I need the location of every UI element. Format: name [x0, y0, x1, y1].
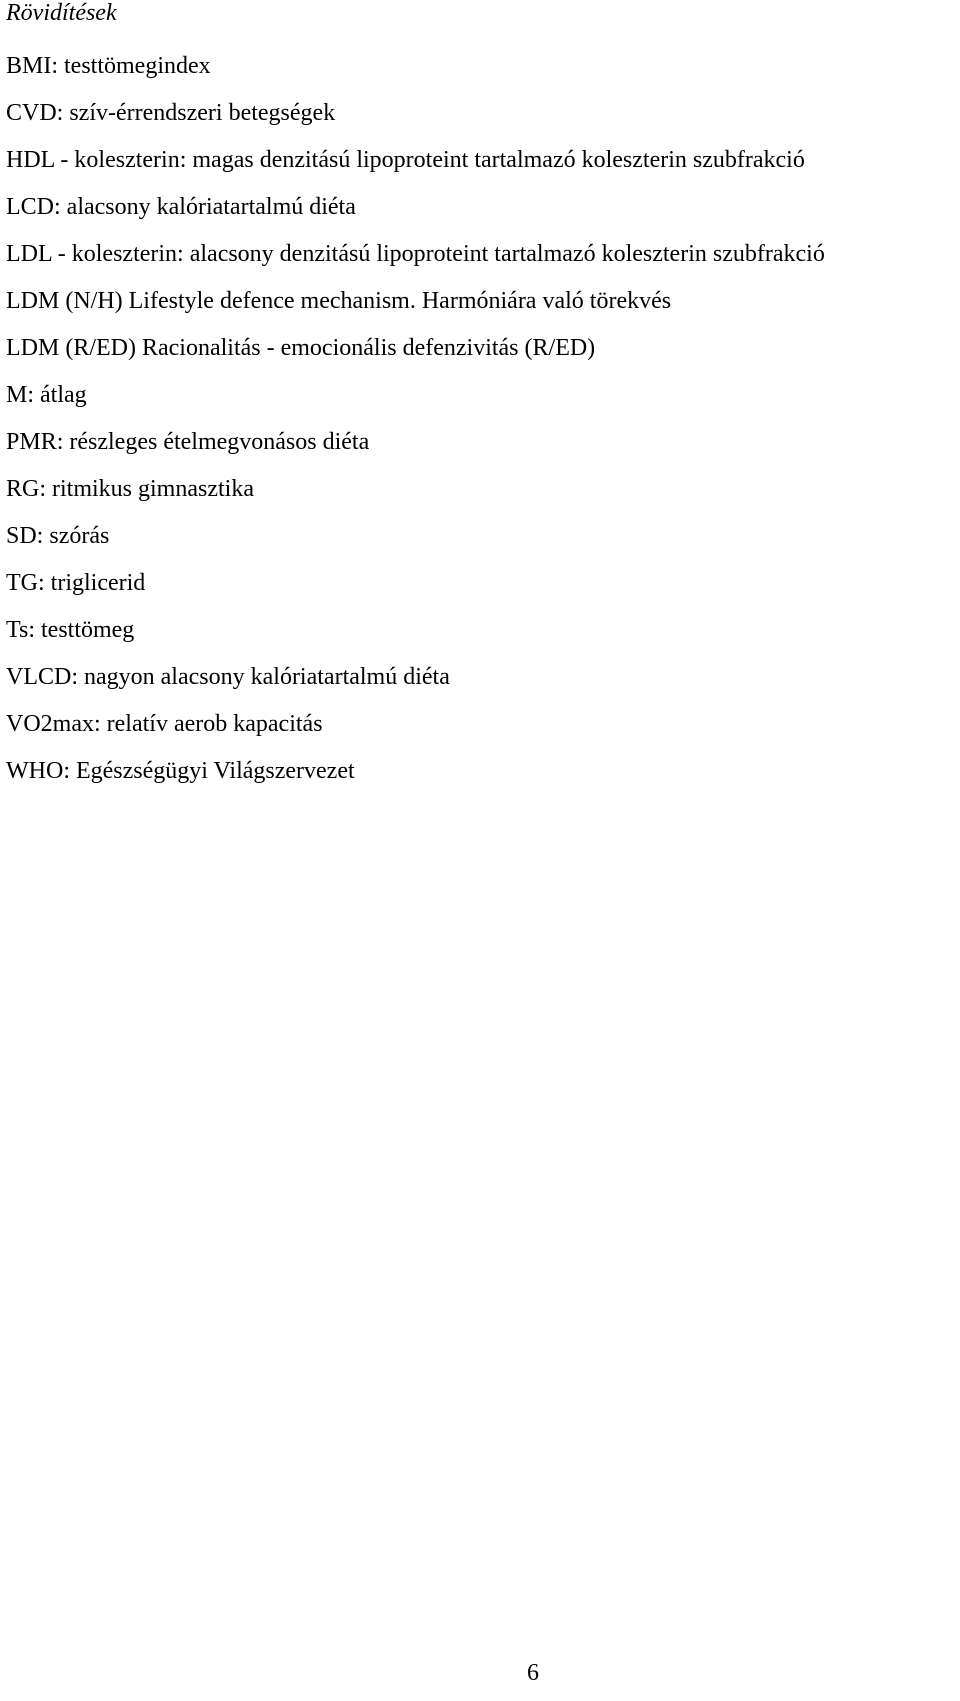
abbreviation-item: PMR: részleges ételmegvonásos diéta [6, 429, 370, 455]
abbreviation-item: RG: ritmikus gimnasztika [6, 476, 254, 502]
abbreviation-item: LCD: alacsony kalóriatartalmú diéta [6, 194, 356, 220]
abbreviation-item: WHO: Egészségügyi Világszervezet [6, 758, 355, 784]
abbreviation-item: CVD: szív-érrendszeri betegségek [6, 100, 336, 126]
abbreviation-list [6, 52, 825, 804]
abbreviation-item: LDL - koleszterin: alacsony denzitású lipoproteint tartalmazó koleszterin szubfrakció [6, 241, 825, 267]
abbreviation-item: BMI: testtömegindex [6, 53, 211, 79]
section-heading: Rövidítések [6, 0, 117, 26]
abbreviation-item: M: átlag [6, 382, 87, 408]
abbreviation-item: HDL - koleszterin: magas denzitású lipoproteint tartalmazó koleszterin szubfrakció [6, 147, 805, 173]
abbreviation-item: TG: triglicerid [6, 570, 146, 596]
abbreviation-item: VLCD: nagyon alacsony kalóriatartalmú diéta [6, 664, 450, 690]
abbreviation-item: LDM (R/ED) Racionalitás - emocionális defenzivitás (R/ED) [6, 335, 596, 361]
page-number: 6 [527, 1660, 539, 1686]
abbreviation-item: VO2max: relatív aerob kapacitás [6, 711, 323, 737]
abbreviation-item: Ts: testtömeg [6, 617, 135, 643]
abbreviation-item: LDM (N/H) Lifestyle defence mechanism. Harmóniára való törekvés [6, 288, 672, 314]
abbreviation-item: SD: szórás [6, 523, 110, 549]
